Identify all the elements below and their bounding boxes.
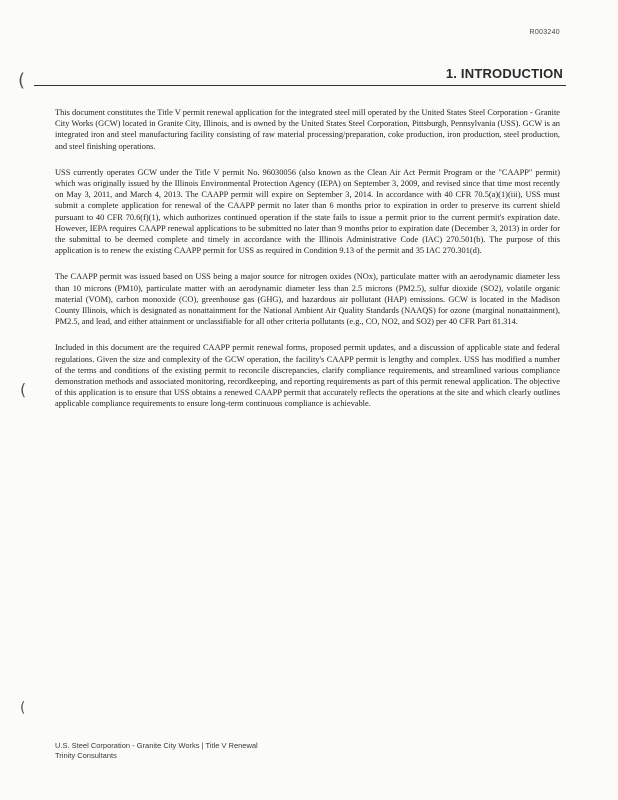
hole-punch-mark-bottom: (	[20, 700, 26, 716]
paragraph-3: The CAAPP permit was issued based on USS being a major source for nitrogen oxides (NOx), particulate matter with an aerodynamic diameter less than 10 microns (PM10), particulate matter with an aerodynamic diameter less than 2.5 microns (PM2.5), sulfur dioxide (SO2), volatile organic material (VOM), carbon monoxide (CO), greenhouse gas (GHG), and hazardous air pollutant (HAP) emissions. GCW is located in the Madison County Illinois, which is designated as nonattainment for the National Ambient Air Quality Standards (NAAQS) for ozone (marginal nonattainment), PM2.5, and lead, and either attainment or unclassifiable for all other criteria pollutants (e.g., CO, NO2, and SO2) per 40 CFR Part 81.314.	[55, 272, 560, 327]
section-heading: 1. INTRODUCTION	[445, 66, 563, 81]
hole-punch-mark-middle: (	[20, 380, 27, 399]
footer-line-2: Trinity Consultants	[55, 750, 117, 760]
document-id: R003240	[529, 29, 560, 36]
footer-line-1: U.S. Steel Corporation - Granite City Works | Title V Renewal	[55, 741, 258, 750]
heading-rule	[34, 85, 566, 86]
paragraph-2: USS currently operates GCW under the Title V permit No. 96030056 (also known as the Clean Air Act Permit Program or the "CAAPP" permit) which was originally issued by the Illinois Environmental Protection Agency (IEPA) on September 3, 2009, and revised since that time most recently on May 3, 2011, and March 4, 2013. The CAAPP permit will expire on September 3, 2014. In accordance with 40 CFR 70.5(a)(1)(iii), USS must submit a complete application for renewal of the CAAPP permit no later than 6 months prior to expiration in order to preserve its current shield pursuant to 40 CFR 70.6(f)(1), which authorizes continued operation if the state fails to issue a permit prior to the current permit's expiration date. However, IEPA requires CAAPP renewal applications to be submitted no later than 9 months prior to expiration date (December 3, 2013) in order for the submittal to be deemed complete and timely in accordance with the Illinois Administrative Code (IAC) 270.501(b). The purpose of this application is to renew the existing CAAPP permit for USS as required in Condition 9.13 of the permit and 35 IAC 270.301(d).	[55, 167, 560, 256]
body-text	[55, 107, 560, 425]
hole-punch-mark-top: (	[18, 70, 26, 91]
paragraph-4: Included in this document are the required CAAPP permit renewal forms, proposed permit updates, and a discussion of applicable state and federal regulations. Given the size and complexity of the GCW operation, the facility's CAAPP permit is lengthy and complex. USS has modified a number of the terms and conditions of the existing permit to reconcile discrepancies, clarify compliance requirements, and streamlined various compliance demonstration methods and associated monitoring, recordkeeping, and reporting requirements as part of this permit renewal application. The objective of this application is to ensure that USS obtains a renewed CAAPP permit that accurately reflects the operations at the site and which clearly outlines applicable compliance requirements to ensure long-term continuous compliance is achievable.	[55, 343, 560, 409]
page-footer	[55, 741, 258, 760]
paragraph-1: This document constitutes the Title V permit renewal application for the integrated steel mill operated by the United States Steel Corporation - Granite City Works (GCW) located in Granite City, Illinois, and is owned by the United States Steel Corporation, Pittsburgh, Pennsylvania (USS). GCW is an integrated iron and steel manufacturing facility consisting of raw material processing/preparation, coke production, iron production, steel production, and steel finishing operations.	[55, 108, 560, 151]
